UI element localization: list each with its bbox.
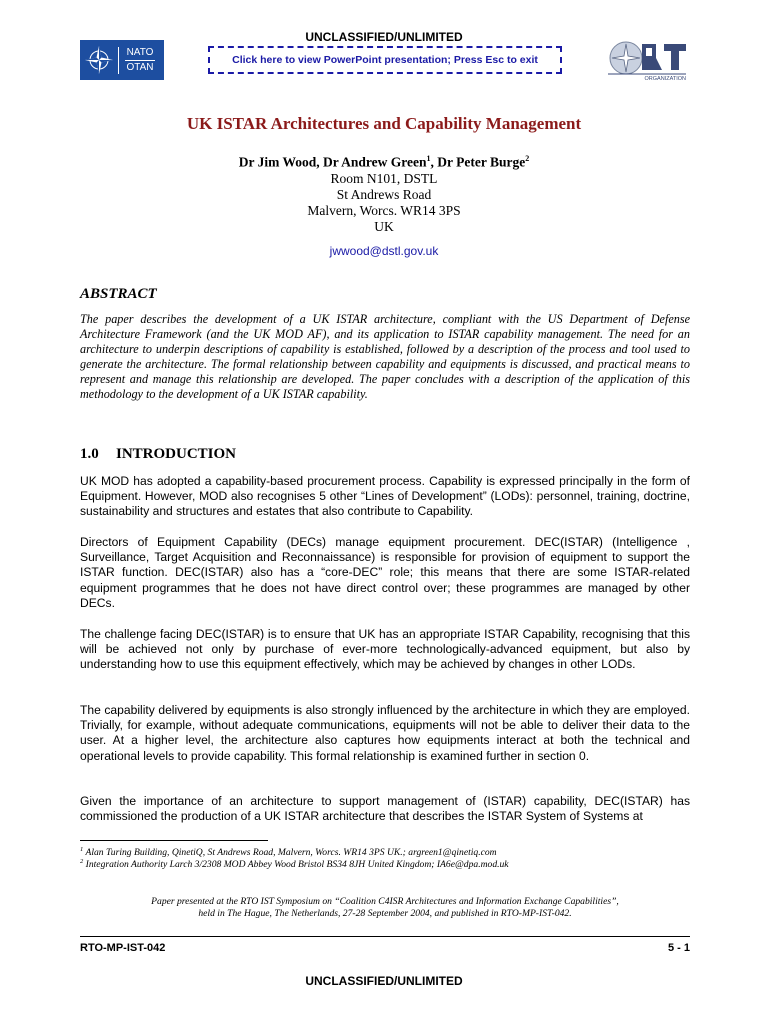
- section-heading: [80, 446, 236, 463]
- abstract-heading: ABSTRACT: [80, 286, 157, 302]
- body-paragraph: The challenge facing DEC(ISTAR) is to ensure that UK has an appropriate ISTAR Capability, recognising that this will be achieved not only by purchase of ever-more technologically-advanced equipment, but also by understanding how to use this equipment effectively, which may be achieved by changes in other LODs.: [80, 627, 690, 672]
- presentation-note: [90, 896, 680, 920]
- footnote: [80, 856, 700, 870]
- rto-logo: [600, 38, 688, 82]
- powerpoint-link-button[interactable]: Click here to view PowerPoint presentation; Press Esc to exit: [208, 46, 562, 74]
- affiliation-line: Room N101, DSTL: [330, 171, 438, 186]
- classification-banner-bottom: UNCLASSIFIED/UNLIMITED: [305, 974, 463, 988]
- author-email-link[interactable]: jwwood@dstl.gov.uk: [329, 244, 439, 258]
- footnote-mark: 1: [80, 846, 84, 853]
- affiliation-line: St Andrews Road: [336, 187, 432, 202]
- author-separator: ,: [430, 154, 438, 170]
- section-number: 1.0: [80, 446, 99, 462]
- nato-logo: [80, 40, 164, 80]
- body-paragraph: UK MOD has adopted a capability-based procurement process. Capability is expressed principally in the form of Equipment. However, MOD also recognises 5 other “Lines of Development” (LODs): personnel, training, doctrine, sustainability and structures and estates that also contribute to Capability.: [80, 474, 690, 519]
- body-paragraph: Given the importance of an architecture to support management of (ISTAR) capability, DEC(ISTAR) has commissioned the production of a UK ISTAR architecture that describes the ISTAR System of Systems at: [80, 794, 690, 824]
- authors-line: [0, 154, 768, 171]
- body-paragraph: The capability delivered by equipments is also strongly influenced by the architecture in which they are employed. Trivially, for example, without adequate communications, equipments will not be able to deliver their data to the user. At a higher level, the architecture also captures how equipments interact at both the technical and operational levels to provide capability. This formal relationship is examined further in section 0.: [80, 703, 690, 763]
- footnote-text: Alan Turing Building, QinetiQ, St Andrews Road, Malvern, Worcs. WR14 3PS UK.; argreen1@qinetiq.com: [83, 847, 497, 859]
- body-paragraph: Directors of Equipment Capability (DECs) manage equipment procurement. DEC(ISTAR) (Intelligence , Surveillance, Target Acquisition and Reconnaissance) is responsible for provision of equipment to support the ISTAR function. DEC(ISTAR) also has a “core-DEC” role; this means that there are some ISTAR-related equipment programmes that he does not have direct control over; these programmes are managed by other DECs.: [80, 535, 690, 610]
- footnote-divider: [80, 840, 268, 841]
- footer-divider: [80, 936, 690, 937]
- nato-logo-text: NATO: [126, 46, 154, 58]
- footnote-mark: 1: [426, 154, 431, 163]
- document-number: RTO-MP-IST-042: [80, 942, 166, 954]
- section-title: INTRODUCTION: [116, 446, 237, 462]
- affiliation-line: UK: [374, 219, 394, 234]
- rto-logo-caption: ORGANIZATION: [644, 76, 686, 82]
- author-name: Dr Jim Wood,: [238, 154, 324, 170]
- presentation-note-line: held in The Hague, The Netherlands, 27-28 September 2004, and published in RTO-MP-IST-042.: [198, 908, 572, 919]
- footnote-mark: 2: [80, 858, 84, 865]
- footnote-text: Integration Authority Larch 3/2308 MOD Abbey Wood Bristol BS34 8JH United Kingdom; IA6e@dpa.mod.uk: [83, 859, 509, 871]
- author-name: Dr Peter Burge: [437, 154, 526, 170]
- affiliation-line: Malvern, Worcs. WR14 3PS: [307, 203, 461, 218]
- footnote-mark: 2: [525, 154, 530, 163]
- abstract-text: The paper describes the development of a UK ISTAR architecture, compliant with the US Department of Defense Architecture Framework (and the UK MOD AF), and its application to ISTAR capability management. The need for an architecture to underpin descriptions of capability is established, followed by a description of the process and tool used to generate the architecture. The formal relationship between capability and equipments is discussed, and practical means to represent and manage this relationship are developed. The paper concludes with a description of the application of this methodology to the development of a UK ISTAR capability.: [80, 312, 690, 402]
- nato-compass-star-icon: [80, 40, 118, 80]
- paper-title: UK ISTAR Architectures and Capability Management: [186, 114, 582, 133]
- page-number: 5 - 1: [667, 942, 690, 954]
- author-name: Dr Andrew Green: [323, 154, 427, 170]
- otan-logo-text: OTAN: [126, 61, 154, 73]
- classification-banner-top: UNCLASSIFIED/UNLIMITED: [305, 30, 463, 44]
- presentation-note-line: Paper presented at the RTO IST Symposium on “Coalition C4ISR Architectures and Information Exchange Capabilities”,: [151, 896, 619, 907]
